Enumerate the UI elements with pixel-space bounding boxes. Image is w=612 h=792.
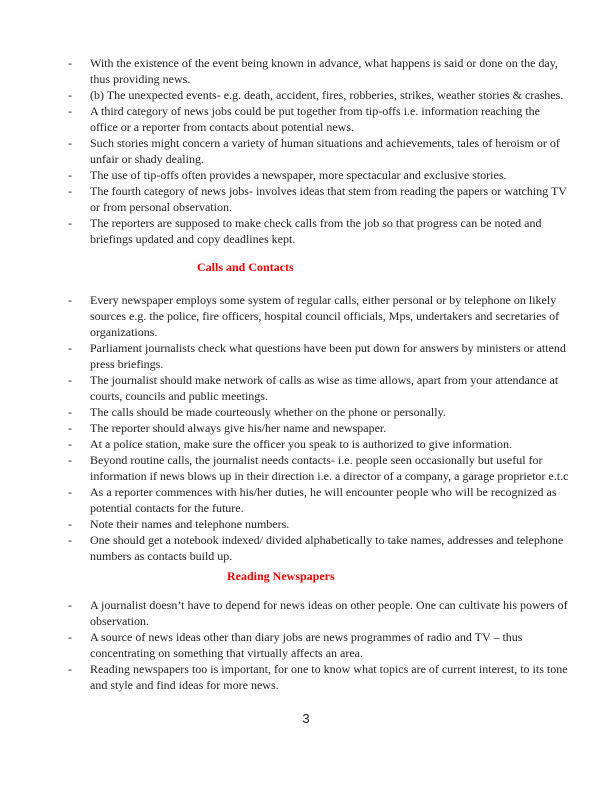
- bullet-list: [68, 55, 570, 247]
- bullet-text: Such stories might concern a variety of human situations and achievements, tales of heroism or of unfair or shady dealing.: [90, 136, 560, 166]
- section: [68, 55, 570, 247]
- list-item: [68, 661, 570, 693]
- bullet-list: [68, 597, 570, 693]
- bullet-marker: -: [68, 453, 72, 467]
- list-item: [68, 372, 570, 404]
- section-heading: Reading Newspapers: [227, 569, 335, 583]
- bullet-text: The reporter should always give his/her name and newspaper.: [90, 421, 387, 435]
- list-item: [68, 532, 570, 564]
- list-item: [68, 597, 570, 629]
- list-item: [68, 87, 570, 103]
- bullet-marker: -: [68, 184, 72, 198]
- bullet-list: [68, 292, 570, 564]
- bullet-text: Reading newspapers too is important, for one to know what topics are of current interest, to its tone and style and find ideas for more news.: [90, 662, 568, 692]
- bullet-text: One should get a notebook indexed/ divided alphabetically to take names, addresses and telephone numbers as contacts build up.: [90, 533, 564, 563]
- bullet-text: As a reporter commences with his/her duties, he will encounter people who will be recognized as potential contacts for the future.: [90, 485, 557, 515]
- list-item: [68, 135, 570, 167]
- section: [68, 568, 570, 693]
- bullet-marker: -: [68, 630, 72, 644]
- bullet-marker: -: [68, 88, 72, 102]
- bullet-marker: -: [68, 533, 72, 547]
- bullet-marker: -: [68, 421, 72, 435]
- bullet-marker: -: [68, 104, 72, 118]
- section-heading: Calls and Contacts: [197, 260, 294, 274]
- bullet-text: The reporters are supposed to make check calls from the job so that progress can be noted and briefings updated and copy deadlines kept.: [90, 216, 542, 246]
- section: [68, 259, 570, 564]
- bullet-text: The use of tip-offs often provides a newspaper, more spectacular and exclusive stories.: [90, 168, 507, 182]
- list-item: [68, 484, 570, 516]
- bullet-marker: -: [68, 405, 72, 419]
- list-item: [68, 167, 570, 183]
- list-item: [68, 629, 570, 661]
- bullet-text: Parliament journalists check what questions have been put down for answers by ministers or attend press briefings.: [90, 341, 566, 371]
- list-item: [68, 292, 570, 340]
- list-item: [68, 420, 570, 436]
- bullet-marker: -: [68, 216, 72, 230]
- list-item: [68, 183, 570, 215]
- bullet-marker: -: [68, 373, 72, 387]
- list-item: [68, 452, 570, 484]
- bullet-text: The calls should be made courteously whether on the phone or personally.: [90, 405, 446, 419]
- bullet-text: A journalist doesn’t have to depend for news ideas on other people. One can cultivate his powers of observation.: [90, 598, 568, 628]
- bullet-text: (b) The unexpected events- e.g. death, accident, fires, robberies, strikes, weather stories & crashes.: [90, 88, 564, 102]
- document-body: [68, 55, 570, 693]
- bullet-marker: -: [68, 662, 72, 676]
- bullet-text: Note their names and telephone numbers.: [90, 517, 290, 531]
- bullet-text: A third category of news jobs could be put together from tip-offs i.e. information reaching the office or a reporter from contacts about potential news.: [90, 104, 540, 134]
- bullet-marker: -: [68, 437, 72, 451]
- bullet-text: At a police station, make sure the officer you speak to is authorized to give information.: [90, 437, 512, 451]
- list-item: [68, 404, 570, 420]
- bullet-marker: -: [68, 598, 72, 612]
- bullet-text: The journalist should make network of calls as wise as time allows, apart from your attendance at courts, councils and public meetings.: [90, 373, 559, 403]
- bullet-text: Beyond routine calls, the journalist needs contacts- i.e. people seen occasionally but useful for information if news blows up in their direction i.e. a director of a company, a garage proprietor e.t.c: [90, 453, 569, 483]
- list-item: [68, 436, 570, 452]
- bullet-marker: -: [68, 517, 72, 531]
- bullet-text: A source of news ideas other than diary jobs are news programmes of radio and TV – thus concentrating on something that virtually affects an area.: [90, 630, 523, 660]
- bullet-marker: -: [68, 293, 72, 307]
- list-item: [68, 103, 570, 135]
- bullet-marker: -: [68, 136, 72, 150]
- list-item: [68, 55, 570, 87]
- bullet-text: With the existence of the event being known in advance, what happens is said or done on the day, thus providing news.: [90, 56, 558, 86]
- bullet-marker: -: [68, 341, 72, 355]
- list-item: [68, 215, 570, 247]
- bullet-text: The fourth category of news jobs- involves ideas that stem from reading the papers or watching TV or from personal observation.: [90, 184, 567, 214]
- bullet-text: Every newspaper employs some system of regular calls, either personal or by telephone on likely sources e.g. the police, fire officers, hospital council officials, Mps, undertakers and secretaries of organizations.: [90, 293, 560, 339]
- bullet-marker: -: [68, 168, 72, 182]
- bullet-marker: -: [68, 485, 72, 499]
- list-item: [68, 516, 570, 532]
- bullet-marker: -: [68, 56, 72, 70]
- list-item: [68, 340, 570, 372]
- page-number: 3: [302, 711, 310, 726]
